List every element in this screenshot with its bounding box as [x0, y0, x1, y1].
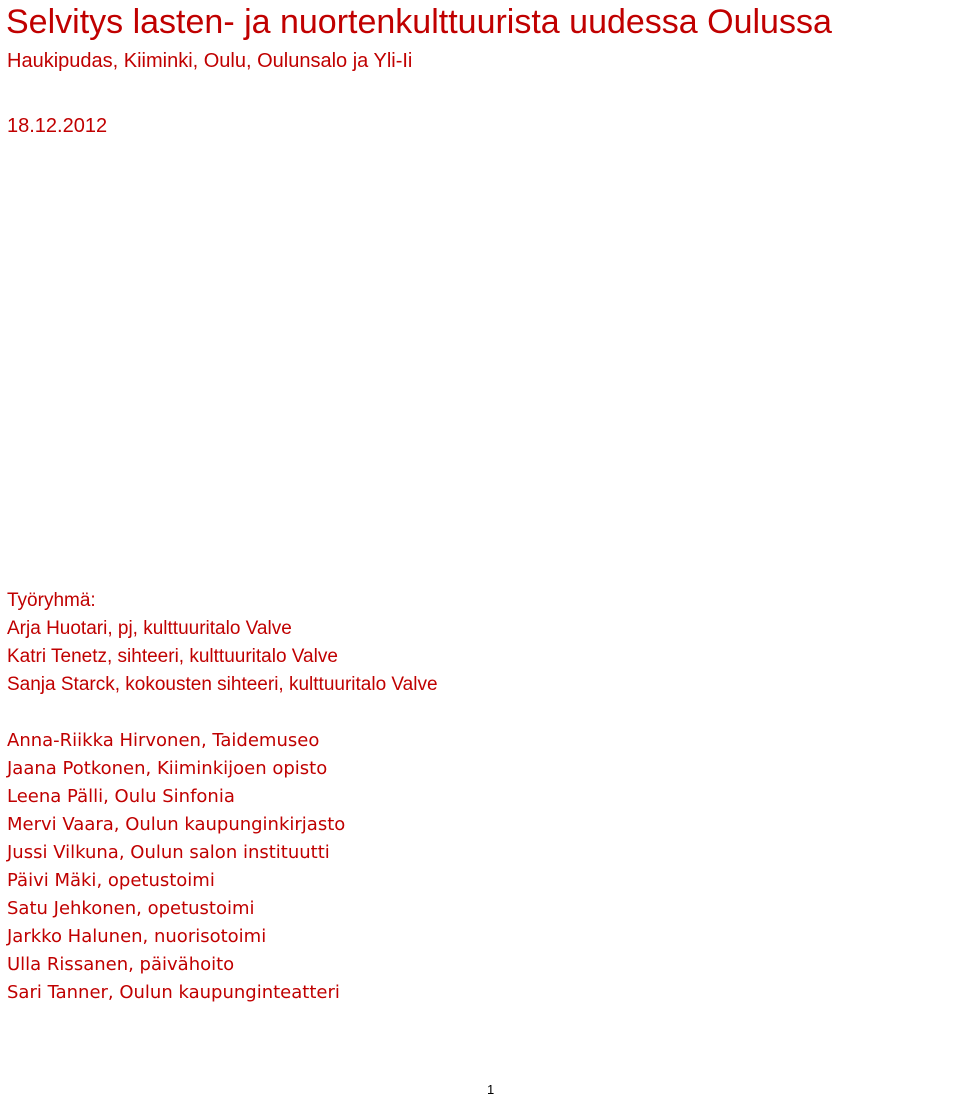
- core-member-item: Sanja Starck, kokousten sihteeri, kulttuuritalo Valve: [7, 674, 438, 695]
- member-item: Satu Jehkonen, opetustoimi: [7, 898, 255, 919]
- document-title: Selvitys lasten- ja nuortenkulttuurista uudessa Oulussa: [6, 3, 832, 41]
- member-item: Mervi Vaara, Oulun kaupunginkirjasto: [7, 814, 346, 835]
- member-item: Jarkko Halunen, nuorisotoimi: [7, 926, 267, 947]
- member-item: Päivi Mäki, opetustoimi: [7, 870, 215, 891]
- workgroup-section: [7, 587, 438, 699]
- member-item: Jaana Potkonen, Kiiminkijoen opisto: [7, 758, 328, 779]
- member-item: Anna-Riikka Hirvonen, Taidemuseo: [7, 730, 320, 751]
- page-number: 1: [487, 1082, 495, 1097]
- core-member-item: Katri Tenetz, sihteeri, kulttuuritalo Valve: [7, 646, 338, 667]
- core-member-item: Arja Huotari, pj, kulttuuritalo Valve: [7, 618, 292, 639]
- member-item: Sari Tanner, Oulun kaupunginteatteri: [7, 982, 340, 1003]
- member-item: Leena Pälli, Oulu Sinfonia: [7, 786, 235, 807]
- member-item: Jussi Vilkuna, Oulun salon instituutti: [7, 842, 330, 863]
- members-list: [7, 727, 345, 1007]
- member-item: Ulla Rissanen, päivähoito: [7, 954, 235, 975]
- document-date: 18.12.2012: [7, 115, 108, 137]
- workgroup-heading: Työryhmä:: [7, 590, 96, 611]
- document-subtitle: Haukipudas, Kiiminki, Oulu, Oulunsalo ja Yli-Ii: [7, 50, 413, 72]
